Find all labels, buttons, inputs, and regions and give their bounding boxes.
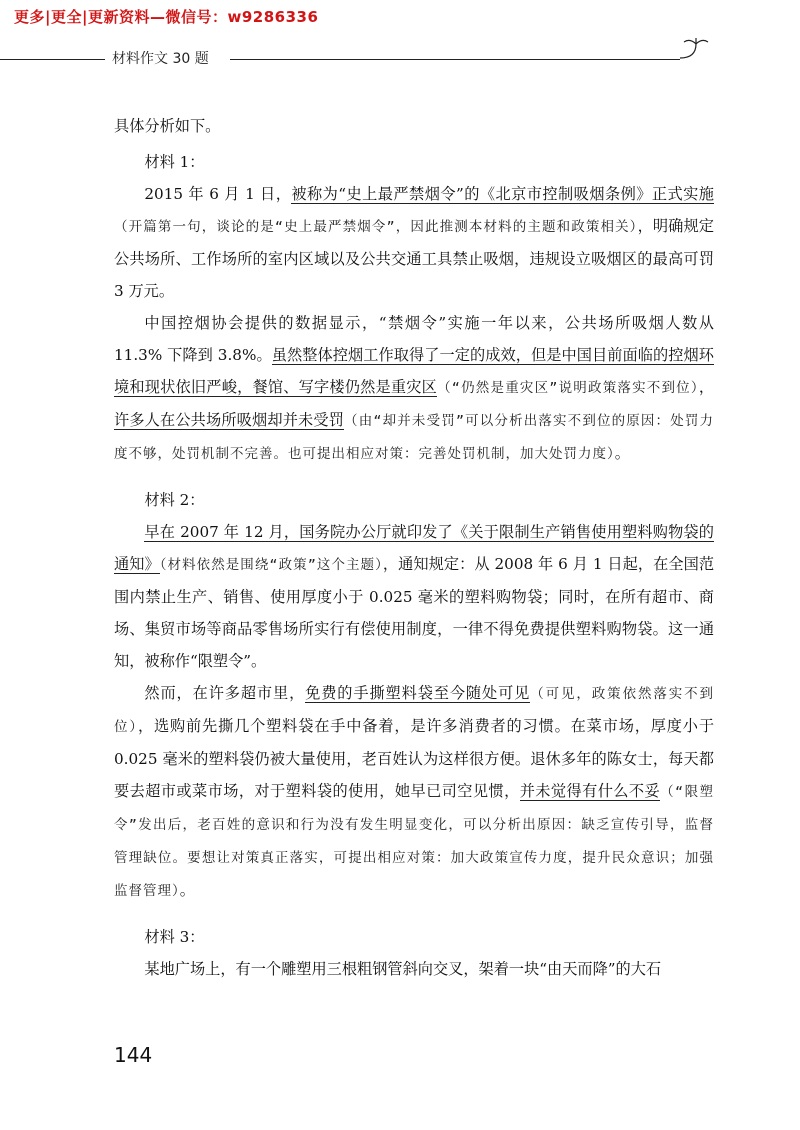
underlined-text: 被称为“史上最严禁烟令”的《北京市控制吸烟条例》正式实施 [291,185,714,203]
material-2-label: 材料 2： [144,491,205,509]
annotation-note: （“仍然是重灾区”说明政策落实不到位） [437,380,699,396]
material-1-paragraph-1 [114,178,714,307]
underlined-text: 许多人在公共场所吸烟却并未受罚 [114,411,345,429]
watermark-text: 更多|更全|更新资料—微信号：w9286336 [14,8,319,26]
material-3-label: 材料 3： [144,928,205,946]
text-run: 2015 年 6 月 1 日， [144,185,292,203]
annotation-note: （可见，政策依然落实不到位） [114,686,715,735]
underlined-text: 早在 2007 年 12 月，国务院办公厅就印发了《关于限制生产销售使用塑料购物袋的通知》 [114,523,714,573]
text-run: ，选购前先撕几个塑料袋在手中备着，是许多消费者的习惯。在菜市场，厚度小于 0.025 毫米的塑料袋仍被大量使用，老百姓认为这样很方便。退休多年的陈女士，每天都要去超市或菜市场，对于塑料袋的使用，她早已司空见惯， [114,717,715,800]
text-run: 然而，在许多超市里， [144,684,306,702]
text-run: ，明确规定公共场所、工作场所的室内区域以及公共交通工具禁止吸烟，违规设立吸烟区的最高可罚 3 万元。 [114,217,714,300]
material-2-paragraph-1 [114,516,714,677]
annotation-note: （材料依然是围绕“政策”这个主题） [159,557,383,573]
header-title: 材料作文 30 题 [112,51,209,67]
intro-paragraph: 具体分析如下。 [114,117,221,135]
text-run: ，通知规定：从 2008 年 6 月 1 日起，在全国范围内禁止生产、销售、使用厚度小于 0.025 毫米的塑料购物袋；同时，在所有超市、商场、集贸市场等商品零售场所实行有偿使用制度，一律不得免费提供塑料购物袋。这一通知，被称作“限塑令”。 [114,555,715,670]
page-number: 144 [114,1043,153,1067]
header-ornament-icon [676,36,716,60]
underlined-text: 并未觉得有什么不妥 [519,782,661,800]
annotation-note: （开篇第一句，谈论的是“史上最严禁烟令”，因此推测本材料的主题和政策相关） [114,219,638,235]
text-run: 中国控烟协会提供的数据显示，“禁烟令”实施一年以来，公共场所吸烟人数从 11.3% 下降到 3.8%。 [114,314,714,364]
text-run: 。 [614,444,630,462]
underlined-text: 虽然整体控烟工作取得了一定的成效，但是中国目前面临的控烟环境和现状依旧严峻，餐馆、写字楼仍然是重灾区 [114,346,714,396]
material-2-paragraph-2 [114,677,714,907]
header-rule-right [230,59,680,60]
underlined-text: 免费的手撕塑料袋至今随处可见 [305,684,531,702]
body-text [114,110,714,985]
material-1-paragraph-2 [114,307,714,470]
annotation-note: （由“却并未受罚”可以分析出落实不到位的原因：处罚力度不够，处罚机制不完善。也可提出相应对策：完善处罚机制，加大处罚力度） [114,413,715,462]
header-rule-left [0,59,105,60]
text-run: ， [698,378,715,396]
annotation-note: （“限塑令”发出后，老百姓的意识和行为没有发生明显变化，可以分析出原因：缺乏宣传引导，监督管理缺位。要想让对策真正落实，可提出相应对策：加大政策宣传力度，提升民众意识；加强监督管理） [114,784,715,899]
material-1-label: 材料 1： [144,153,205,171]
material-3-paragraph-1: 某地广场上，有一个雕塑用三根粗钢管斜向交叉，架着一块“由天而降”的大石 [144,960,662,978]
text-run: 。 [179,881,195,899]
